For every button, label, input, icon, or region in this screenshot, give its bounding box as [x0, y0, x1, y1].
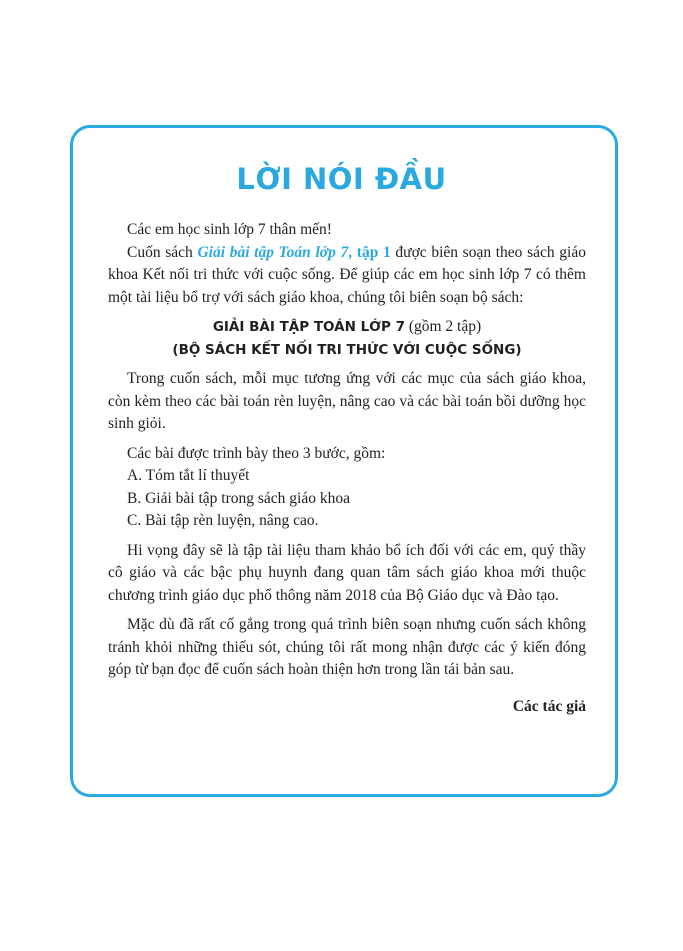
book-volume: , tập 1: [348, 243, 391, 261]
step-item: B. Giải bài tập trong sách giáo khoa: [127, 489, 350, 507]
book-name: [197, 244, 390, 261]
greeting: Các em học sinh lớp 7 thân mến!: [127, 221, 332, 238]
series-title-line2: [108, 339, 586, 362]
book-name-italic: Giải bài tập Toán lớp 7: [197, 243, 349, 261]
step-item: A. Tóm tắt lí thuyết: [127, 467, 250, 484]
intro-suffix: được biên soạn theo sách giáo khoa Kết nối tri thức với cuộc sống. Để giúp các em học sinh lớp 7 có thêm một tài liệu bổ trợ với sách giáo khoa, chúng tôi biên soạn bộ sách:: [108, 243, 586, 306]
steps-intro: Các bài được trình bày theo 3 bước, gồm:: [127, 444, 386, 462]
series-name: GIẢI BÀI TẬP TOÁN LỚP 7: [212, 319, 405, 335]
structure-paragraph: Trong cuốn sách, mỗi mục tương ứng với các mục của sách giáo khoa, còn kèm theo các bài toán rèn luyện, nâng cao và các bài toán bồi dưỡng học sinh giỏi.: [108, 370, 586, 432]
series-collection: (BỘ SÁCH KẾT NỐI TRI THỨC VỚI CUỘC SỐNG): [172, 341, 522, 358]
page-title: LỜI NÓI ĐẦU: [236, 162, 447, 196]
series-volumes: (gồm 2 tập): [404, 318, 482, 335]
hope-paragraph: Hi vọng đây sẽ là tập tài liệu tham khảo bổ ích đối với các em, quý thầy cô giáo và các bậc phụ huynh đang quan tâm sách giáo khoa mới thuộc chương trình giáo dục phổ thông năm 2018 của Bộ Giáo dục và Đào tạo.: [108, 541, 586, 604]
signature: Các tác giả: [512, 697, 586, 715]
intro-paragraph: [108, 242, 586, 310]
intro-prefix: Cuốn sách: [127, 243, 198, 261]
feedback-paragraph: Mặc dù đã rất cố gắng trong quá trình biên soạn nhưng cuốn sách không tránh khỏi những thiếu sót, chúng tôi rất mong nhận được các ý kiến đóng góp từ bạn đọc để cuốn sách hoàn thiện hơn trong lần tái bản sau.: [108, 616, 586, 678]
series-title-line1: [108, 316, 586, 339]
preface-body: [108, 219, 586, 718]
step-item: C. Bài tập rèn luyện, nâng cao.: [127, 512, 319, 529]
